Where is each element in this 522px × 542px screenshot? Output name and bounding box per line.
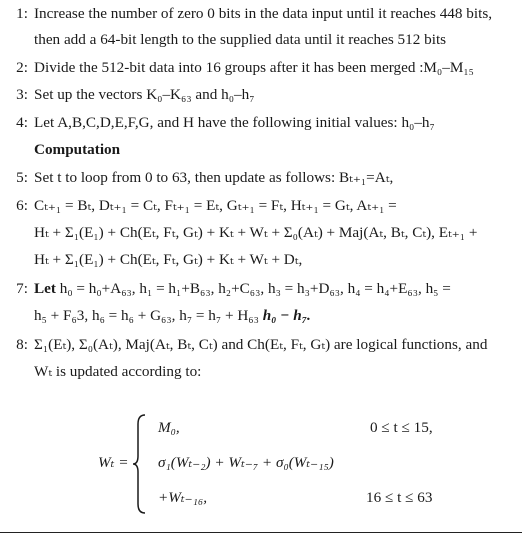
step-6-cont-2 bbox=[34, 250, 302, 270]
computation-heading: Computation bbox=[34, 141, 121, 158]
case-2-value: σ₁(Wₜ₋₂) + Wₜ₋₇ + σ₀(Wₜ₋₁₅) bbox=[158, 454, 334, 471]
step-text: Let A,B,C,D,E,F,G, and H have the following initial values: h₀–h₇ bbox=[34, 114, 435, 131]
case-3-value: +Wₜ₋₁₆, bbox=[158, 489, 208, 506]
step-text: Increase the number of zero 0 bits in the data input until it reaches 448 bits, bbox=[34, 5, 493, 22]
case-3-condition: 16 ≤ t ≤ 63 bbox=[366, 489, 433, 506]
step-text: Wₜ is updated according to: bbox=[34, 363, 202, 380]
equation-lhs: Wₜ = bbox=[98, 454, 129, 471]
step-text: Hₜ + Σ₁(E₁) + Ch(Eₜ, Fₜ, Gₜ) + Kₜ + Wₜ + Σ₀(Aₜ) + Maj(Aₜ, Bₜ, Cₜ), Eₜ₊₁ + bbox=[34, 224, 478, 241]
step-text: Cₜ₊₁ = Bₜ, Dₜ₊₁ = Cₜ, Fₜ₊₁ = Eₜ, Gₜ₊₁ = Fₜ, Hₜ₊₁ = Gₜ, Aₜ₊₁ = bbox=[34, 197, 397, 214]
brace-icon bbox=[133, 414, 147, 514]
step-number: 6: bbox=[16, 197, 28, 214]
step-number: 5: bbox=[16, 169, 28, 186]
step-text-body: h₀ = h₀+A₆₃, h₁ = h₁+B₆₃, h₂+C₆₃, h₃ = h₃+D₆₃, h₄ = h₄+E₆₃, h₅ = bbox=[59, 280, 451, 297]
step-text: Set up the vectors K₀–K₆₃ and h₀–h₇ bbox=[34, 86, 255, 103]
step-text-tail: h₀ − h₇. bbox=[262, 307, 311, 324]
step-1-cont bbox=[34, 30, 446, 50]
step-number: 1: bbox=[16, 5, 28, 22]
step-number: 2: bbox=[16, 59, 28, 76]
case-1-value: M₀, bbox=[158, 419, 180, 436]
step-number: 3: bbox=[16, 86, 28, 103]
step-text bbox=[34, 279, 451, 299]
step-text: Σ₁(Eₜ), Σ₀(Aₜ), Maj(Aₜ, Bₜ, Cₜ) and Ch(Eₜ, Fₜ, Gₜ) are logical functions, and bbox=[34, 336, 488, 353]
let-keyword: Let bbox=[34, 280, 56, 297]
step-number: 4: bbox=[16, 114, 28, 131]
step-8-cont bbox=[34, 362, 201, 382]
step-text: then add a 64-bit length to the supplied data until it reaches 512 bits bbox=[34, 31, 447, 48]
step-7-cont bbox=[34, 306, 311, 326]
step-text: Hₜ + Σ₁(E₁) + Ch(Eₜ, Fₜ, Gₜ) + Kₜ + Wₜ + Dₜ, bbox=[34, 251, 303, 268]
step-text: Divide the 512-bit data into 16 groups after it has been merged :M₀–M₁₅ bbox=[34, 59, 474, 76]
step-6-cont-1 bbox=[34, 223, 477, 243]
step-text: Set t to loop from 0 to 63, then update as follows: Bₜ₊₁=Aₜ, bbox=[34, 169, 394, 186]
step-text: h₅ + F₆3, h₆ = h₆ + G₆₃, h₇ = h₇ + H₆₃ bbox=[34, 307, 259, 324]
step-number: 7: bbox=[16, 280, 28, 297]
case-1-condition: 0 ≤ t ≤ 15, bbox=[370, 419, 433, 436]
bottom-divider bbox=[0, 532, 522, 533]
step-number: 8: bbox=[16, 336, 28, 353]
